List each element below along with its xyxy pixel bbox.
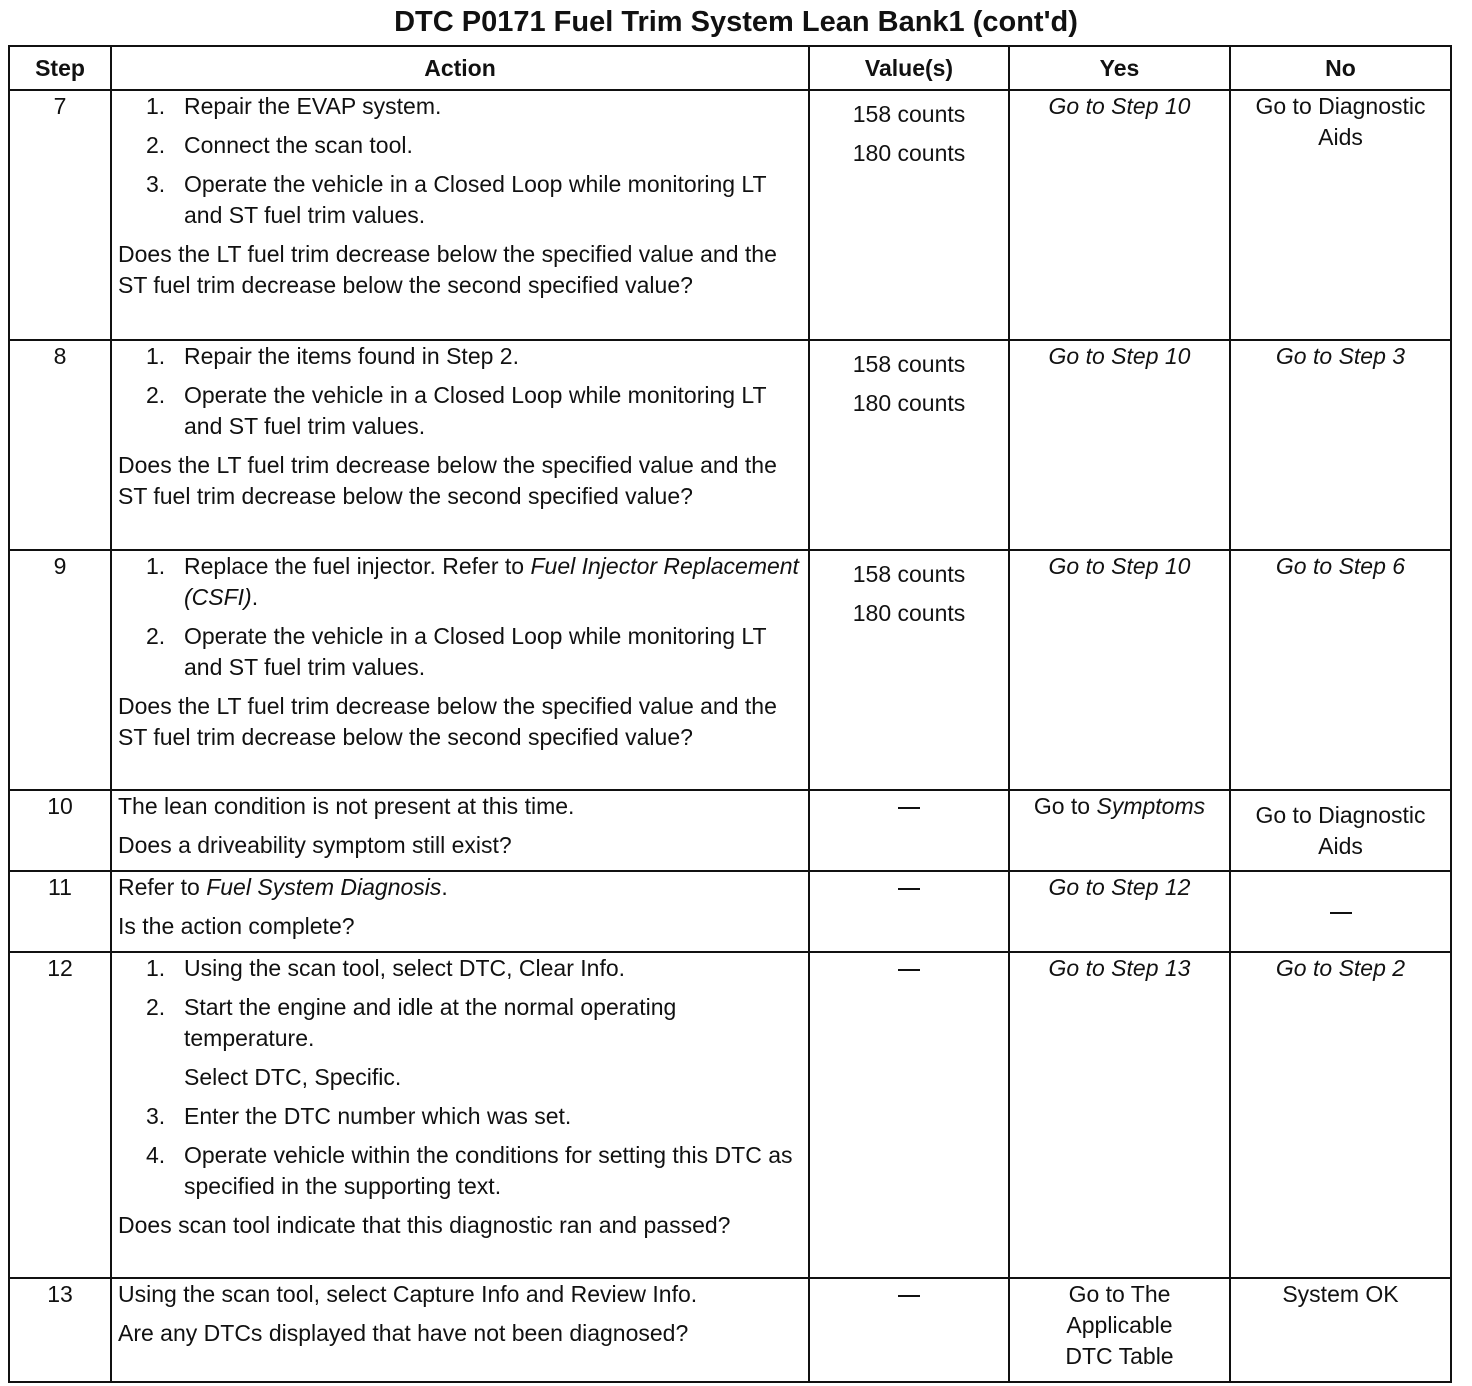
dash-icon	[898, 807, 920, 809]
header-values: Value(s)	[809, 46, 1009, 90]
header-step: Step	[9, 46, 111, 90]
value-1: 158 counts	[852, 351, 966, 377]
dash-icon	[898, 969, 920, 971]
yes-cell	[1009, 340, 1230, 550]
table-row-step-11	[9, 871, 1451, 952]
values-cell	[809, 790, 1009, 871]
values-cell	[809, 340, 1009, 550]
step-number: 8	[9, 340, 111, 550]
values-cell	[809, 871, 1009, 952]
step-number: 10	[9, 790, 111, 871]
sub-step-text: Select DTC, Specific.	[184, 1064, 402, 1090]
list-item: 2. Connect the scan tool.	[146, 132, 413, 158]
value-2: 180 counts	[852, 390, 966, 416]
table-row-step-9	[9, 550, 1451, 790]
step-number: 9	[9, 550, 111, 790]
yes-link[interactable]: Go to Step 10	[1048, 93, 1191, 119]
dash-icon	[898, 888, 920, 890]
no-link[interactable]: System OK	[1282, 1281, 1399, 1307]
values-cell	[809, 1278, 1009, 1382]
action-cell	[111, 952, 809, 1278]
list-item: 2. Operate the vehicle in a Closed Loop while monitoring LT and ST fuel trim values.	[146, 382, 767, 439]
yes-link[interactable]: Go to Step 12	[1048, 874, 1191, 900]
no-cell	[1230, 1278, 1451, 1382]
list-item: 4. Operate vehicle within the conditions for setting this DTC as specified in the supporting text.	[146, 1142, 793, 1199]
value-1: 158 counts	[852, 561, 966, 587]
value-1: 158 counts	[852, 101, 966, 127]
step-number: 13	[9, 1278, 111, 1382]
header-action: Action	[111, 46, 809, 90]
table-row-step-12	[9, 952, 1451, 1278]
yes-cell	[1009, 871, 1230, 952]
value-2: 180 counts	[852, 140, 966, 166]
table-row-step-8	[9, 340, 1451, 550]
no-cell	[1230, 952, 1451, 1278]
values-cell	[809, 952, 1009, 1278]
yes-link[interactable]: Go to Step 10	[1048, 343, 1191, 369]
no-cell	[1230, 550, 1451, 790]
no-cell	[1230, 340, 1451, 550]
step-number: 7	[9, 90, 111, 340]
header-row	[9, 46, 1451, 90]
no-cell	[1230, 790, 1451, 871]
action-cell	[111, 871, 809, 952]
value-2: 180 counts	[852, 600, 966, 626]
table-row-step-13	[9, 1278, 1451, 1382]
question-text: Is the action complete?	[118, 913, 355, 939]
action-cell	[111, 1278, 809, 1382]
list-item: 3. Operate the vehicle in a Closed Loop while monitoring LT and ST fuel trim values.	[146, 171, 767, 228]
yes-cell	[1009, 90, 1230, 340]
yes-cell	[1009, 1278, 1230, 1382]
values-cell	[809, 550, 1009, 790]
no-link[interactable]: Go to Step 3	[1275, 343, 1406, 369]
step-number: 11	[9, 871, 111, 952]
question-text: Does the LT fuel trim decrease below the specified value and the ST fuel trim decrease below the second specified value?	[118, 452, 777, 509]
diagnostic-table	[8, 45, 1452, 1383]
question-text: Does scan tool indicate that this diagnostic ran and passed?	[118, 1212, 731, 1238]
action-cell	[111, 790, 809, 871]
list-item: 1. Repair the EVAP system.	[146, 93, 442, 119]
reference-link[interactable]: Fuel Injector Replacement (CSFI)	[184, 553, 799, 610]
reference-link[interactable]: Fuel System Diagnosis	[206, 874, 442, 900]
question-text: Does a driveability symptom still exist?	[118, 832, 512, 858]
yes-link[interactable]: Go to Step 13	[1048, 955, 1191, 981]
list-item: 1. Repair the items found in Step 2.	[146, 343, 519, 369]
list-item: 2. Operate the vehicle in a Closed Loop while monitoring LT and ST fuel trim values.	[146, 623, 767, 680]
yes-link[interactable]: Go to Symptoms	[1033, 793, 1206, 819]
action-text: Using the scan tool, select Capture Info and Review Info.	[118, 1281, 698, 1307]
action-cell	[111, 340, 809, 550]
no-cell	[1230, 90, 1451, 340]
list-item: 3. Enter the DTC number which was set.	[146, 1103, 572, 1129]
table-row-step-10	[9, 790, 1451, 871]
question-text: Are any DTCs displayed that have not been diagnosed?	[118, 1320, 689, 1346]
no-link[interactable]: Go to Step 2	[1275, 955, 1406, 981]
action-cell	[111, 90, 809, 340]
page-title: DTC P0171 Fuel Trim System Lean Bank1 (cont'd)	[394, 6, 1078, 38]
header-yes: Yes	[1009, 46, 1230, 90]
list-item: 1. Using the scan tool, select DTC, Clear Info.	[146, 955, 626, 981]
list-item: 1. Replace the fuel injector. Refer to Fuel Injector Replacement (CSFI).	[146, 553, 799, 610]
yes-cell	[1009, 550, 1230, 790]
header-no: No	[1230, 46, 1451, 90]
no-cell	[1230, 871, 1451, 952]
yes-cell	[1009, 790, 1230, 871]
question-text: Does the LT fuel trim decrease below the specified value and the ST fuel trim decrease below the second specified value?	[118, 693, 777, 750]
yes-link[interactable]: Go to The Applicable DTC Table	[1065, 1281, 1174, 1369]
dash-icon	[898, 1295, 920, 1297]
step-number: 12	[9, 952, 111, 1278]
yes-link[interactable]: Go to Step 10	[1048, 553, 1191, 579]
no-link[interactable]: Go to Diagnostic Aids	[1255, 801, 1426, 859]
no-link[interactable]: Go to Step 6	[1275, 553, 1406, 579]
yes-cell	[1009, 952, 1230, 1278]
no-link[interactable]: Go to Diagnostic Aids	[1255, 93, 1426, 150]
action-text: Refer to Fuel System Diagnosis.	[118, 874, 448, 900]
list-item: 2. Start the engine and idle at the normal operating temperature.	[146, 994, 677, 1051]
question-text: Does the LT fuel trim decrease below the specified value and the ST fuel trim decrease below the second specified value?	[118, 241, 777, 298]
action-cell	[111, 550, 809, 790]
values-cell	[809, 90, 1009, 340]
dash-icon	[1330, 912, 1352, 914]
action-text: The lean condition is not present at this time.	[118, 793, 575, 819]
table-row-step-7	[9, 90, 1451, 340]
